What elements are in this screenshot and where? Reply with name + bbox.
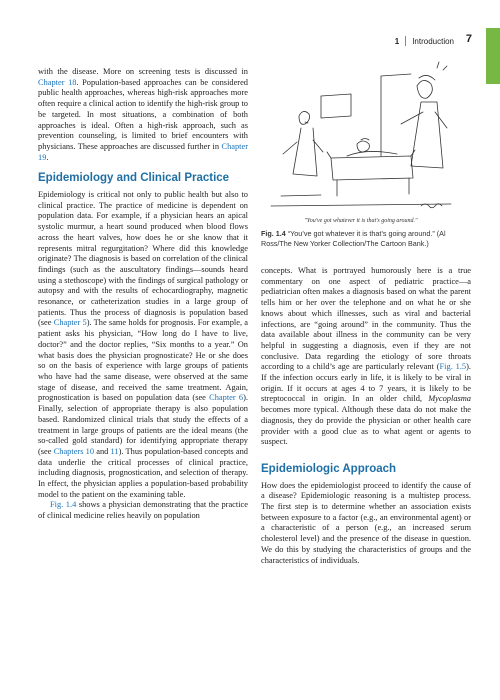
header-divider	[405, 36, 406, 46]
paragraph: Epidemiology is critical not only to public health but also to clinical practice. The practice of medicine is dependent on population data. For example, if a physician hears an apical systolic murmur, a heart sound produced when blood flows across the heart valves, how does he or she know that it represents mitral regurgitation? Where did this knowledge originate? The diagnosis is based on correlation of the clinical findings (such as the auscultatory findings—sounds heard using a stethoscope) with the findings of surgical pathology or autopsy and with the results of echocardiography, magnetic resonance, or catheterization studies in a large group of patients. Thus the process of diagnosis is population based (see Chapter 5). The same holds for prognosis. For example, a patient asks his physician, “How long do I have to live, doctor?” and the doctor replies, “Six months to a year.” On what basis does the physician prognosticate? He or she does so on the basis of experience with large groups of patients who have had the same disease, were observed at the same stage of disease, and received the same treatment. Again, prognostication is based on population data (see Chapter 6). Finally, selection of appropriate therapy is also population based. Randomized clinical trials that study the effects of a treatment in large groups of patients are the ideal means (the so-called gold standard) for identifying appropriate therapy (see Chapters 10 and 11). Thus population-based concepts and data underlie the critical processes of clinical practice, including diagnosis, prognostication, and selection of therapy. In effect, the physician applies a population-based probability model to the patient on the examining table.	[38, 190, 249, 499]
figure-caption: Fig. 1.4 “You’ve got whatever it is that’s going around.” (Al Ross/The New Yorker Collection/The Cartoon Bank.)	[261, 229, 446, 248]
chapter-number: 1	[394, 36, 400, 46]
running-header	[395, 36, 454, 46]
paragraph: Fig. 1.4 shows a physician demonstrating that the practice of clinical medicine relies heavily on population	[38, 500, 248, 521]
chapter-link[interactable]: Chapter 5	[53, 318, 87, 328]
left-column	[38, 67, 248, 522]
chapter-link[interactable]: Chapter 6	[209, 393, 244, 403]
chapter-link[interactable]: 11	[110, 446, 119, 456]
chapter-link[interactable]: Chapters 10	[53, 446, 95, 456]
section-heading: Epidemiologic Approach	[261, 462, 397, 475]
chapter-title: Introduction	[412, 36, 454, 46]
page-number: 7	[465, 33, 472, 45]
paragraph: with the disease. More on screening tests is discussed in Chapter 18. Population-based approaches can be considered public health approaches, whereas high-risk approaches more often require a clinical action to identify the high-risk group to be targeted. In most situations, a combination of both approaches is ideal. Often a high-risk approach, such as prevention counseling, is limited to brief encounters with physicians. These approaches are discussed further in Chapter 19.	[38, 67, 248, 162]
chapter-link[interactable]: Chapter 19	[38, 141, 248, 162]
cartoon-caption: "You've got whatever it is that's going around."	[304, 218, 418, 224]
chapter-link[interactable]: Chapter 18	[38, 77, 77, 87]
paragraph: How does the epidemiologist proceed to identify the cause of a disease? Epidemiologic reasoning is a multistep process. The first step is to determine whether an association exists between exposure to a factor (e.g., an environmental agent) or a characteristic of a person (e.g., an increased serum cholesterol level) and the presence of the disease in question. We do this by studying the characteristics of groups and the characteristics of individuals.	[261, 480, 471, 565]
cartoon-illustration	[261, 56, 461, 218]
figure-link[interactable]: Fig. 1.5	[439, 362, 467, 372]
section-heading: Epidemiology and Clinical Practice	[38, 172, 230, 185]
right-column	[261, 266, 471, 566]
figure-link[interactable]: Fig. 1.4	[50, 500, 77, 510]
figure-label: Fig. 1.4	[261, 229, 286, 238]
chapter-tab	[486, 28, 500, 84]
paragraph: concepts. What is portrayed humorously here is a true commentary on one aspect of pediatric practice—a pediatrician often makes a diagnosis based on what the parent tells him or her over the telephone and on what he or she knows about which illnesses, such as viral and bacterial infections, are “going around” in the community. Thus the data available about illness in the community can be very helpful in suggesting a diagnosis, even if they are not conclusive. Data regarding the etiology of sore throats according to a child’s age are particularly relevant (Fig. 1.5). If the infection occurs early in life, it is likely to be viral in origin. If it occurs at ages 4 to 7 years, it is likely to be streptococcal in origin. In an older child, Mycoplasma becomes more typical. Although these data do not make the diagnosis, they do provide the physician or other health care provider with a good clue as to what agent or agents to suspect.	[261, 266, 471, 447]
